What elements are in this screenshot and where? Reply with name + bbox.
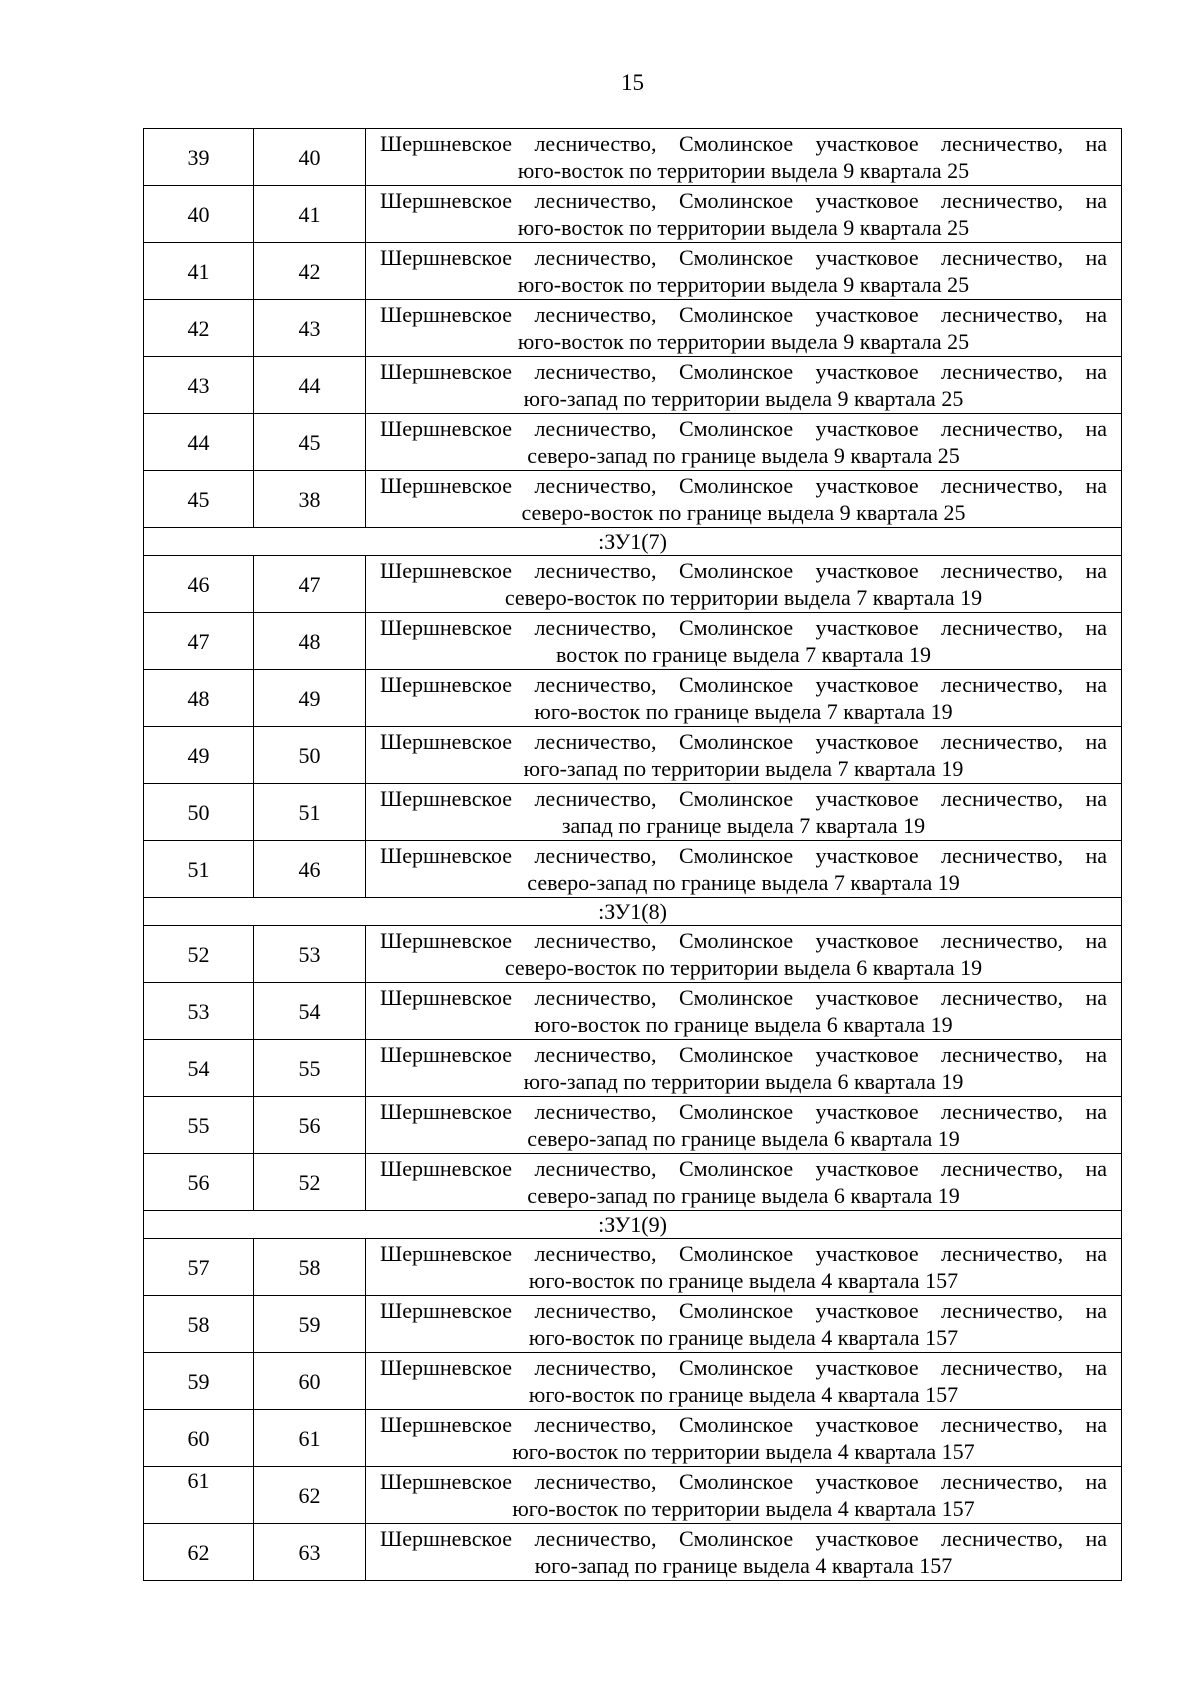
table-row — [144, 613, 1122, 670]
description-cell — [366, 727, 1122, 784]
description-cell — [366, 1524, 1122, 1581]
table-row — [144, 983, 1122, 1040]
description-line-2: юго-запад по границе выдела 4 квартала 157 — [534, 1553, 953, 1578]
point-to-cell: 49 — [254, 670, 366, 727]
description-line-1: Шершневское лесничество, Смолинское участковое лесничество, на — [380, 1526, 1107, 1551]
description-line-1: Шершневское лесничество, Смолинское участковое лесничество, на — [380, 1298, 1107, 1323]
table-row — [144, 414, 1122, 471]
point-from-cell: 55 — [144, 1097, 254, 1154]
page-number: 15 — [621, 70, 644, 95]
description-line-1: Шершневское лесничество, Смолинское участковое лесничество, на — [380, 843, 1107, 868]
point-from-cell: 43 — [144, 357, 254, 414]
description-cell — [366, 613, 1122, 670]
description-line-2: юго-восток по границе выдела 4 квартала 157 — [528, 1325, 959, 1350]
description-cell — [366, 1154, 1122, 1211]
point-to-cell: 51 — [254, 784, 366, 841]
description-cell — [366, 1239, 1122, 1296]
description-line-2: северо-запад по границе выдела 7 квартала 19 — [527, 870, 960, 895]
point-to-cell: 48 — [254, 613, 366, 670]
description-line-2: юго-запад по территории выдела 9 квартала 25 — [523, 386, 964, 411]
description-line-2: запад по границе выдела 7 квартала 19 — [561, 813, 926, 838]
description-line-2: юго-восток по территории выдела 9 квартала 25 — [517, 329, 970, 354]
description-line-2: юго-восток по границе выдела 4 квартала 157 — [528, 1268, 959, 1293]
description-line-2: северо-запад по границе выдела 9 квартала 25 — [527, 443, 960, 468]
point-from-cell: 50 — [144, 784, 254, 841]
description-cell — [366, 556, 1122, 613]
description-line-2: юго-восток по территории выдела 9 квартала 25 — [517, 215, 970, 240]
description-cell — [366, 1353, 1122, 1410]
description-cell — [366, 186, 1122, 243]
table-row — [144, 784, 1122, 841]
table-row — [144, 1154, 1122, 1211]
point-from-cell: 54 — [144, 1040, 254, 1097]
description-line-2: юго-восток по границе выдела 7 квартала 19 — [534, 699, 953, 724]
table-row — [144, 841, 1122, 898]
description-cell — [366, 414, 1122, 471]
point-from-cell: 51 — [144, 841, 254, 898]
description-cell — [366, 1410, 1122, 1467]
point-to-cell: 52 — [254, 1154, 366, 1211]
point-to-cell: 38 — [254, 471, 366, 528]
table-row — [144, 727, 1122, 784]
description-cell — [366, 841, 1122, 898]
table-row — [144, 300, 1122, 357]
description-line-2: юго-восток по территории выдела 9 квартала 25 — [517, 272, 970, 297]
point-to-cell: 46 — [254, 841, 366, 898]
description-line-1: Шершневское лесничество, Смолинское участковое лесничество, на — [380, 928, 1107, 953]
section-row — [144, 1211, 1122, 1239]
point-from-cell: 59 — [144, 1353, 254, 1410]
point-to-cell: 58 — [254, 1239, 366, 1296]
point-from-cell: 48 — [144, 670, 254, 727]
description-line-1: Шершневское лесничество, Смолинское участковое лесничество, на — [380, 672, 1107, 697]
description-line-1: Шершневское лесничество, Смолинское участковое лесничество, на — [380, 416, 1107, 441]
point-to-cell: 60 — [254, 1353, 366, 1410]
description-line-2: северо-запад по границе выдела 6 квартала 19 — [527, 1183, 960, 1208]
point-to-cell: 50 — [254, 727, 366, 784]
description-line-2: северо-восток по границе выдела 9 квартала 25 — [521, 500, 966, 525]
point-from-cell: 47 — [144, 613, 254, 670]
table-row — [144, 1239, 1122, 1296]
description-cell — [366, 784, 1122, 841]
description-line-1: Шершневское лесничество, Смолинское участковое лесничество, на — [380, 188, 1107, 213]
point-from-cell: 39 — [144, 129, 254, 186]
table-row — [144, 556, 1122, 613]
table-row — [144, 1353, 1122, 1410]
section-label: :ЗУ1(7) — [144, 528, 1122, 556]
point-from-cell: 57 — [144, 1239, 254, 1296]
description-line-1: Шершневское лесничество, Смолинское участковое лесничество, на — [380, 1099, 1107, 1124]
point-to-cell: 47 — [254, 556, 366, 613]
description-line-1: Шершневское лесничество, Смолинское участковое лесничество, на — [380, 1156, 1107, 1181]
description-line-2: юго-запад по территории выдела 7 квартала 19 — [523, 756, 964, 781]
description-cell — [366, 300, 1122, 357]
description-line-1: Шершневское лесничество, Смолинское участковое лесничество, на — [380, 615, 1107, 640]
point-to-cell: 59 — [254, 1296, 366, 1353]
description-line-1: Шершневское лесничество, Смолинское участковое лесничество, на — [380, 359, 1107, 384]
point-from-cell: 46 — [144, 556, 254, 613]
point-to-cell: 45 — [254, 414, 366, 471]
point-from-cell: 40 — [144, 186, 254, 243]
description-line-1: Шершневское лесничество, Смолинское участковое лесничество, на — [380, 786, 1107, 811]
description-line-2: юго-восток по границе выдела 6 квартала 19 — [534, 1012, 953, 1037]
point-from-cell: 61 — [144, 1467, 254, 1524]
description-line-2: юго-восток по территории выдела 4 квартала 157 — [512, 1439, 975, 1464]
description-line-1: Шершневское лесничество, Смолинское участковое лесничество, на — [380, 1241, 1107, 1266]
table-row — [144, 1040, 1122, 1097]
description-line-2: юго-восток по территории выдела 9 квартала 25 — [517, 158, 970, 183]
description-line-2: юго-восток по границе выдела 4 квартала 157 — [528, 1382, 959, 1407]
description-cell — [366, 1097, 1122, 1154]
description-cell — [366, 926, 1122, 983]
description-line-1: Шершневское лесничество, Смолинское участковое лесничество, на — [380, 473, 1107, 498]
point-to-cell: 62 — [254, 1467, 366, 1524]
description-line-2: северо-восток по территории выдела 7 квартала 19 — [504, 585, 983, 610]
point-from-cell: 53 — [144, 983, 254, 1040]
description-line-1: Шершневское лесничество, Смолинское участковое лесничество, на — [380, 729, 1107, 754]
description-line-1: Шершневское лесничество, Смолинское участковое лесничество, на — [380, 558, 1107, 583]
description-line-1: Шершневское лесничество, Смолинское участковое лесничество, на — [380, 1469, 1107, 1494]
table-row — [144, 926, 1122, 983]
description-line-1: Шершневское лесничество, Смолинское участковое лесничество, на — [380, 131, 1107, 156]
section-label: :ЗУ1(8) — [144, 898, 1122, 926]
description-cell — [366, 129, 1122, 186]
point-from-cell: 42 — [144, 300, 254, 357]
point-to-cell: 63 — [254, 1524, 366, 1581]
description-cell — [366, 670, 1122, 727]
section-row — [144, 898, 1122, 926]
point-to-cell: 56 — [254, 1097, 366, 1154]
point-to-cell: 61 — [254, 1410, 366, 1467]
description-cell — [366, 1296, 1122, 1353]
point-from-cell: 56 — [144, 1154, 254, 1211]
description-line-2: юго-восток по территории выдела 4 квартала 157 — [512, 1496, 975, 1521]
point-to-cell: 41 — [254, 186, 366, 243]
description-line-1: Шершневское лесничество, Смолинское участковое лесничество, на — [380, 302, 1107, 327]
description-cell — [366, 983, 1122, 1040]
description-line-2: северо-восток по территории выдела 6 квартала 19 — [504, 955, 983, 980]
point-to-cell: 42 — [254, 243, 366, 300]
table-row — [144, 357, 1122, 414]
table-row — [144, 1410, 1122, 1467]
description-cell — [366, 1467, 1122, 1524]
table-row — [144, 1524, 1122, 1581]
description-line-2: восток по границе выдела 7 квартала 19 — [556, 642, 931, 667]
point-to-cell: 54 — [254, 983, 366, 1040]
point-from-cell: 52 — [144, 926, 254, 983]
description-line-1: Шершневское лесничество, Смолинское участковое лесничество, на — [380, 985, 1107, 1010]
description-cell — [366, 243, 1122, 300]
point-from-cell: 41 — [144, 243, 254, 300]
table-row — [144, 1296, 1122, 1353]
description-line-2: северо-запад по границе выдела 6 квартала 19 — [527, 1126, 960, 1151]
description-cell — [366, 471, 1122, 528]
description-line-1: Шершневское лесничество, Смолинское участковое лесничество, на — [380, 1042, 1107, 1067]
description-line-1: Шершневское лесничество, Смолинское участковое лесничество, на — [380, 1355, 1107, 1380]
point-to-cell: 53 — [254, 926, 366, 983]
point-to-cell: 44 — [254, 357, 366, 414]
description-line-2: юго-запад по территории выдела 6 квартала 19 — [523, 1069, 964, 1094]
table-row — [144, 243, 1122, 300]
description-line-1: Шершневское лесничество, Смолинское участковое лесничество, на — [380, 1412, 1107, 1437]
description-line-1: Шершневское лесничество, Смолинское участковое лесничество, на — [380, 245, 1107, 270]
table-row — [144, 129, 1122, 186]
table-row — [144, 471, 1122, 528]
table-row — [144, 670, 1122, 727]
point-from-cell: 44 — [144, 414, 254, 471]
section-row — [144, 528, 1122, 556]
table-row — [144, 1467, 1122, 1524]
point-from-cell: 60 — [144, 1410, 254, 1467]
section-label: :ЗУ1(9) — [144, 1211, 1122, 1239]
description-cell — [366, 357, 1122, 414]
point-to-cell: 55 — [254, 1040, 366, 1097]
point-from-cell: 49 — [144, 727, 254, 784]
table-row — [144, 186, 1122, 243]
point-to-cell: 43 — [254, 300, 366, 357]
point-to-cell: 40 — [254, 129, 366, 186]
point-from-cell: 58 — [144, 1296, 254, 1353]
description-cell — [366, 1040, 1122, 1097]
boundary-table — [143, 128, 1122, 1581]
table-row — [144, 1097, 1122, 1154]
point-from-cell: 62 — [144, 1524, 254, 1581]
point-from-cell: 45 — [144, 471, 254, 528]
table-body — [144, 129, 1122, 1581]
